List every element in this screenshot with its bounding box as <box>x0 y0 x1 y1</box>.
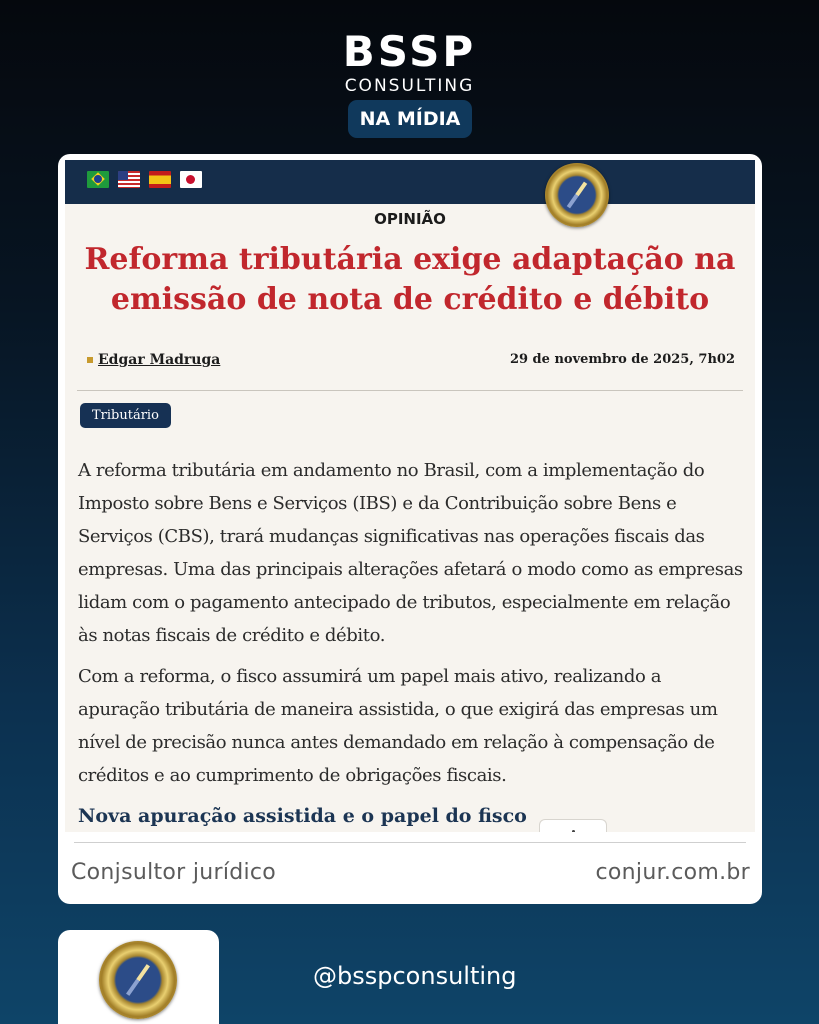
article-card <box>58 154 762 904</box>
logo-box <box>58 930 219 1024</box>
brand-name: BSSP <box>342 27 477 76</box>
author-byline <box>87 352 220 368</box>
compass-seal-icon <box>99 941 177 1019</box>
divider <box>77 390 743 391</box>
brand-logo <box>0 27 819 96</box>
brand-subtitle: CONSULTING <box>344 76 475 96</box>
footer-divider <box>74 842 746 843</box>
article-subheading: Nova apuração assistida e o papel do fisco <box>78 805 527 827</box>
article-screenshot <box>65 160 755 832</box>
category-tag[interactable]: Tributário <box>80 403 171 428</box>
bullet-icon <box>87 357 93 363</box>
article-title: Reforma tributária exige adaptação na emissão de nota de crédito e débito <box>84 242 736 317</box>
na-midia-badge: NA MÍDIA <box>348 100 472 138</box>
site-header-bar <box>65 160 755 204</box>
spain-flag-icon[interactable] <box>149 171 171 188</box>
social-handle[interactable]: @bsspconsulting <box>313 962 517 990</box>
section-label: OPINIÃO <box>374 210 446 228</box>
brazil-flag-icon[interactable] <box>87 171 109 188</box>
source-name: Conjsultor jurídico <box>71 860 277 885</box>
scroll-button[interactable] <box>539 819 607 832</box>
article-paragraph: Com a reforma, o fisco assumirá um papel mais ativo, realizando a apuração tributária de maneira assistida, o que exigirá das empresas um nível de precisão nunca antes demandado em relação à compensação de créditos e ao cumprimento de obrigações fiscais. <box>78 666 718 786</box>
publish-date: 29 de novembro de 2025, 7h02 <box>509 352 735 367</box>
japan-flag-icon[interactable] <box>180 171 202 188</box>
source-url[interactable]: conjur.com.br <box>595 860 750 885</box>
author-link[interactable]: Edgar Madruga <box>98 352 221 368</box>
usa-flag-icon[interactable] <box>118 171 140 188</box>
article-paragraph: A reforma tributária em andamento no Brasil, com a implementação do Imposto sobre Bens e Serviços (IBS) e da Contribuição sobre Bens e Serviços (CBS), trará mudanças significativas nas operações fiscais das empresas. Uma das principais alterações afetará o modo como as empresas lidam com o pagamento antecipado de tributos, especialmente em relação às notas fiscais de crédito e débito. <box>78 460 743 646</box>
